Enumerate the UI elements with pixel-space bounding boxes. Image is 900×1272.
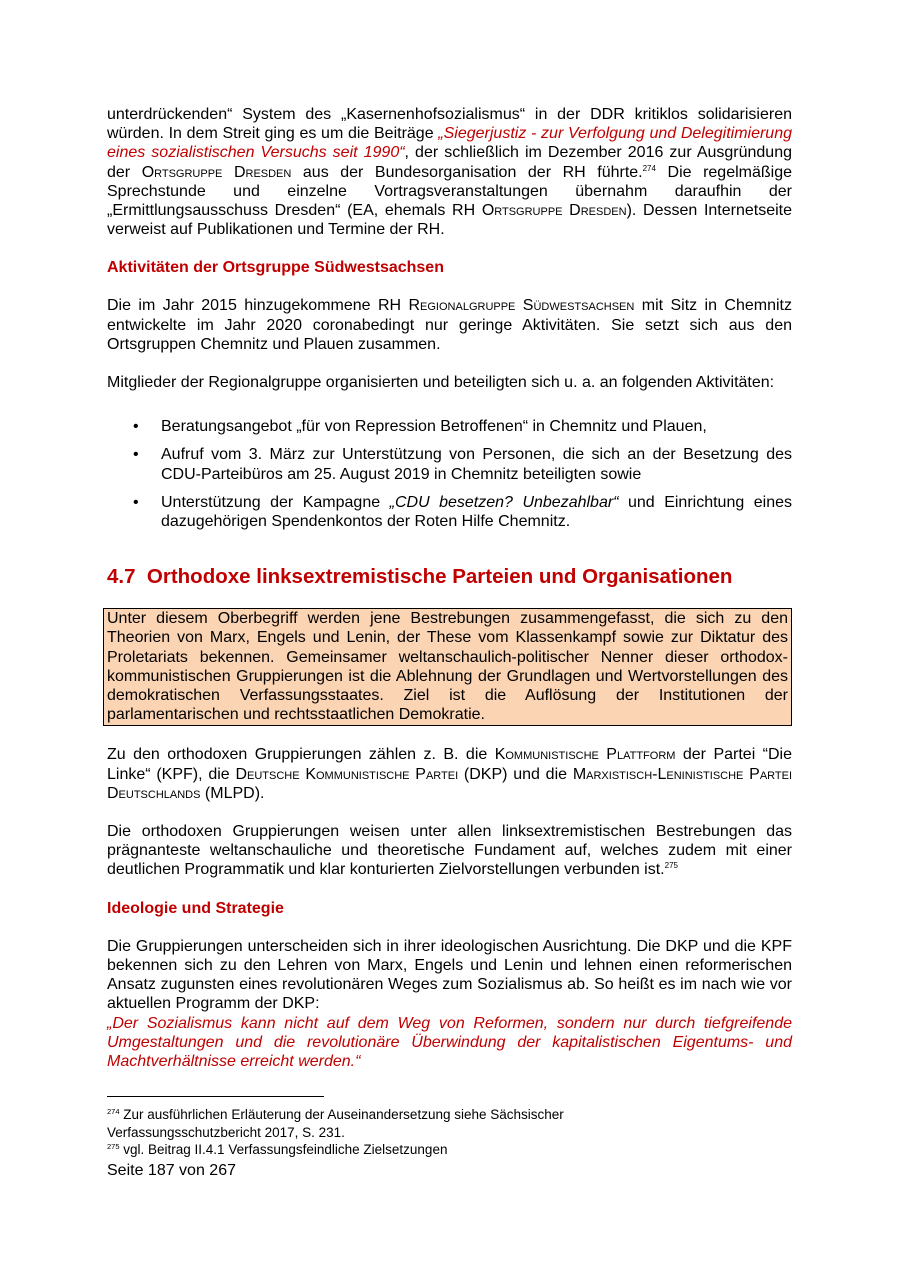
bullet-icon: •: [133, 418, 139, 436]
org-name: Ortsgruppe Dresden: [141, 163, 292, 181]
intro-paragraph: unterdrückenden“ System des „Kasernenhofsozialismus“ in der DDR kritiklos solidarisieren würden. In dem Streit ging es um die Beiträge „Siegerjustiz - zur Verfolgung und Delegitimierung eines sozialistischen Versuchs seit 1990“, der schließlich im Dezember 2016 zur Ausgründung der Ortsgruppe Dresden aus der Bundesorganisation der RH führte.$^{274}$ Die regelmäßige Sprechstunde und einzelne Vortragsveranstaltungen übernahm daraufhin der „Ermittlungsausschuss Dresden“ (EA, ehemals RH Ortsgruppe Dresden). Dessen Internetseite verweist auf Publikationen und Termine der RH.: [107, 106, 793, 239]
subheading-suedwestsachsen: Aktivitäten der Ortsgruppe Südwestsachsen: [107, 259, 444, 277]
org-name: Marxistisch-Leninistische Partei Deutschlands: [107, 765, 793, 802]
bullet-icon: •: [133, 446, 139, 464]
footnote-274: $^{274}$ Zur ausführlichen Erläuterung der Auseinandersetzung siehe Sächsischer Verfassungsschutzbericht 2017, S. 231.: [107, 1107, 564, 1140]
list-item: • Beratungsangebot „für von Repression Betroffenen“ in Chemnitz und Plauen,: [133, 418, 707, 436]
paragraph-regionalgruppe: Die im Jahr 2015 hinzugekommene RH Regionalgruppe Südwestsachsen mit Sitz in Chemnitz entwickelte im Jahr 2020 coronabedingt nur geringe Aktivitäten. Sie setzt sich aus den Ortsgruppen Chemnitz und Plauen zusammen.: [107, 297, 793, 353]
subheading-ideologie: Ideologie und Strategie: [107, 899, 284, 917]
section-heading: [107, 565, 792, 589]
org-name: Kommunistische Plattform: [494, 746, 676, 764]
org-name: Regionalgruppe Südwestsachsen: [408, 297, 635, 315]
footnote-275: $^{275}$ vgl. Beitrag II.4.1 Verfassungsfeindliche Zielsetzungen: [107, 1142, 448, 1158]
bullet-icon: •: [133, 493, 139, 511]
activities-list: [107, 417, 792, 531]
footnote-ref-274: 274: [642, 163, 656, 173]
paragraph-ideologie: Die Gruppierungen unterscheiden sich in ihrer ideologischen Ausrichtung. Die DKP und die KPF bekennen sich zu den Lehren von Marx, Engels und Lenin und lehnen einen reformerischen Ansatz zugunsten eines revolutionären Weges zum Sozialismus ab. So heißt es im nach wie vor aktuellen Programm der DKP:: [107, 937, 792, 1013]
paragraph-activities-intro: Mitglieder der Regionalgruppe organisierten und beteiligten sich u. a. an folgenden Aktivitäten:: [107, 374, 775, 392]
list-item: • Aufruf vom 3. März zur Unterstützung von Personen, die sich an der Besetzung des CDU-Parteibüros am 25. August 2019 in Chemnitz beteiligten sowie: [133, 446, 792, 483]
quoted-title: „Siegerjustiz - zur Verfolgung und Delegitimierung eines sozialistischen Versuchs seit 1990“: [107, 125, 793, 162]
footnote-divider: [107, 1096, 324, 1097]
paragraph-groups: Zu den orthodoxen Gruppierungen zählen z. B. die Kommunistische Plattform der Partei “Die Linke“ (KPF), die Deutsche Kommunistische Partei (DKP) und die Marxistisch-Leninistische Partei Deutschlands (MLPD).: [107, 746, 793, 802]
definition-text: Unter diesem Oberbegriff werden jene Bestrebungen zusammengefasst, die sich zu den Theorien von Marx, Engels und Lenin, der These vom Klassenkampf sowie zur Diktatur des Proletariats bekennen. Gemeinsamer weltanschaulich-politischer Nenner dieser orthodox-kommunistischen Gruppierungen ist die Ablehnung der Grundlagen und Wertvorstellungen des demokratischen Verfassungsstaates. Ziel ist die Auflösung der Institutionen der parlamentarischen und rechtsstaatlichen Demokratie.: [107, 610, 788, 724]
definition-box: [103, 608, 792, 726]
footnote-ref-275: 275: [664, 861, 678, 871]
org-name: Deutsche Kommunistische Partei: [235, 765, 459, 783]
section-number: 4.7: [107, 565, 136, 589]
paragraph-fundament: Die orthodoxen Gruppierungen weisen unter allen linksextremistischen Bestrebungen das prägnanteste weltanschauliche und theoretische Fundament auf, welches zudem mit einer deutlichen Programmatik und klar konturierten Zielvorstellungen verbunden ist.$^{275}$: [107, 823, 792, 879]
org-name: Ortsgruppe Dresden: [481, 202, 627, 220]
list-item: • Unterstützung der Kampagne „CDU besetzen? Unbezahlbar“ und Einrichtung eines dazugehörigen Spendenkontos der Roten Hilfe Chemnitz.: [133, 493, 793, 531]
section-title: Orthodoxe linksextremistische Parteien und Organisationen: [146, 565, 733, 589]
campaign-name: „CDU besetzen? Unbezahlbar“: [389, 493, 619, 511]
dkp-program-quote: „Der Sozialismus kann nicht auf dem Weg von Reformen, sondern nur durch tiefgreifende Umgestaltungen und die revolutionäre Überwindung der kapitalistischen Eigentums- und Machtverhältnisse erreicht werden.“: [107, 1014, 792, 1070]
page-number: Seite 187 von 267: [107, 1161, 236, 1179]
document-page: [107, 105, 792, 1180]
